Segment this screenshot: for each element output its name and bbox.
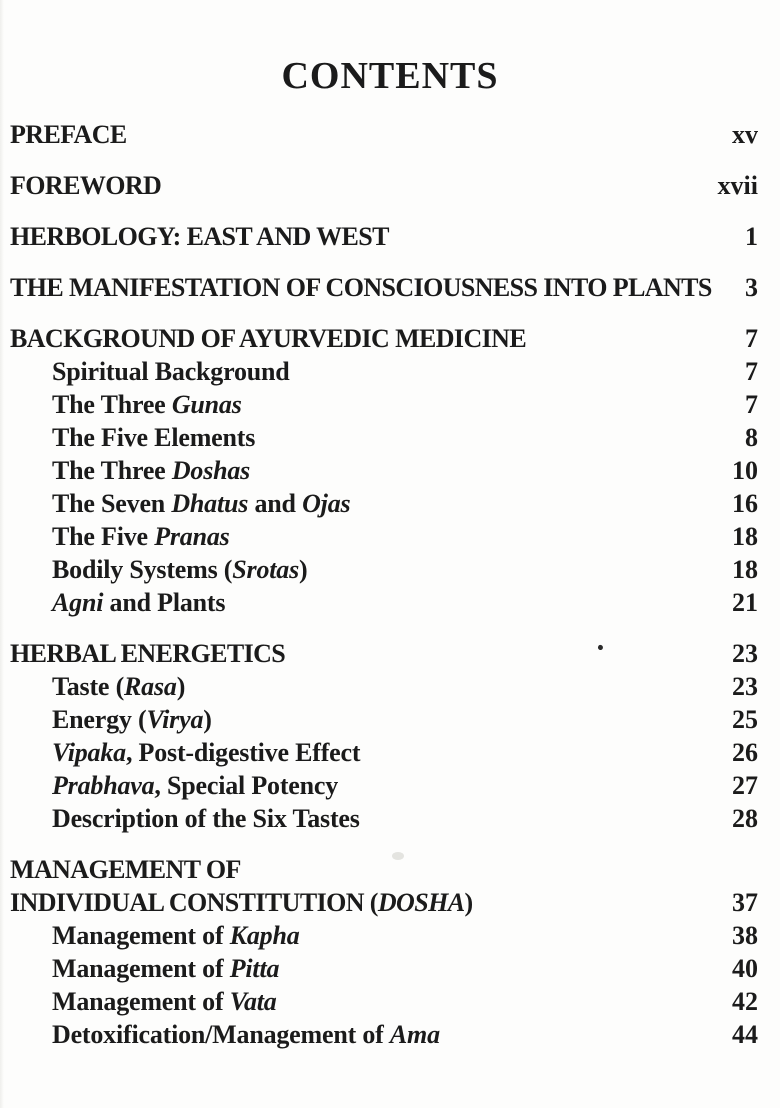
toc-label-italic-segment: Pranas <box>154 522 230 551</box>
toc-page-number: 23 <box>732 639 758 668</box>
toc-label-segment: Management of <box>52 987 230 1016</box>
toc-row <box>0 670 780 703</box>
toc-label-italic-segment: Pitta <box>229 954 280 983</box>
toc-page-number: 28 <box>732 804 758 833</box>
toc-label-italic-segment: Vipaka <box>52 738 126 767</box>
toc-label-segment: FOREWORD <box>10 171 162 200</box>
toc-label-segment: The Three <box>52 390 172 419</box>
toc-label-italic-segment: Dhatus <box>171 489 249 518</box>
toc-entry-label <box>52 355 290 388</box>
toc-page-number: 18 <box>732 555 758 584</box>
toc-label-segment: The Five Elements <box>52 423 256 452</box>
toc-entry-label <box>52 421 255 454</box>
toc-row <box>0 553 780 586</box>
toc-row <box>0 886 780 919</box>
toc-label-italic-segment: Gunas <box>171 390 242 419</box>
toc-page-number: 27 <box>732 771 758 800</box>
toc-row <box>0 421 780 454</box>
toc-entry-label <box>52 1018 440 1051</box>
toc-label-segment: HERBOLOGY: EAST AND WEST <box>10 222 389 251</box>
toc-page-number: 1 <box>745 222 758 251</box>
toc-row <box>0 769 780 802</box>
toc-page-number: 25 <box>732 705 758 734</box>
toc-label-segment: , Post-digestive Effect <box>125 738 361 767</box>
toc-label-segment: The Five <box>52 522 155 551</box>
toc-label-segment: Energy ( <box>52 705 147 734</box>
toc-list <box>0 98 780 1051</box>
toc-label-italic-segment: DOSHA <box>377 888 465 917</box>
toc-entry-label <box>52 919 300 952</box>
toc-label-segment: BACKGROUND OF AYURVEDIC MEDICINE <box>10 324 527 353</box>
toc-row <box>0 169 780 202</box>
toc-page-number: 42 <box>732 987 758 1016</box>
toc-entry-label <box>52 703 212 736</box>
toc-entry-label <box>52 802 360 835</box>
toc-page-number: 10 <box>732 456 758 485</box>
toc-entry-label <box>52 553 307 586</box>
toc-label-segment: MANAGEMENT OF <box>10 855 241 884</box>
toc-label-segment: and <box>248 489 303 518</box>
toc-label-segment: Taste ( <box>52 672 125 701</box>
toc-label-segment: Spiritual Background <box>52 357 290 386</box>
toc-entry-label <box>52 769 338 802</box>
toc-row <box>0 586 780 619</box>
toc-label-italic-segment: Prabhava <box>52 771 155 800</box>
toc-label-segment: Management of <box>52 954 230 983</box>
toc-row <box>0 322 780 355</box>
toc-row <box>0 802 780 835</box>
toc-label-segment: Description of the Six Tastes <box>52 804 360 833</box>
toc-row <box>0 985 780 1018</box>
toc-label-italic-segment: Rasa <box>124 672 177 701</box>
toc-page-number: 40 <box>732 954 758 983</box>
toc-label-segment: THE MANIFESTATION OF CONSCIOUSNESS INTO PLANTS <box>10 273 712 302</box>
toc-label-segment: ) <box>176 672 186 701</box>
toc-row <box>0 454 780 487</box>
scan-smudge <box>392 852 404 860</box>
toc-label-segment: HERBAL ENERGETICS <box>10 639 286 668</box>
toc-page-number: xvii <box>717 171 758 200</box>
toc-page-number: xv <box>732 120 758 149</box>
toc-label-segment: Detoxification/Management of <box>52 1020 390 1049</box>
toc-page-number: 16 <box>732 489 758 518</box>
toc-label-segment: ) <box>464 888 473 917</box>
toc-row <box>0 220 780 253</box>
toc-label-segment: Bodily Systems ( <box>52 555 233 584</box>
toc-label-segment: Management of <box>52 921 230 950</box>
toc-label-segment: and Plants <box>103 588 226 617</box>
toc-page-number: 7 <box>745 324 758 353</box>
toc-label-segment: PREFACE <box>10 120 127 149</box>
toc-page-number: 38 <box>732 921 758 950</box>
toc-entry-label <box>52 736 360 769</box>
toc-row <box>0 637 780 670</box>
toc-entry-label <box>52 487 350 520</box>
toc-entry-label <box>52 520 230 553</box>
toc-entry-label <box>10 220 389 253</box>
toc-row <box>0 853 780 886</box>
toc-page-number: 7 <box>745 390 758 419</box>
toc-row <box>0 118 780 151</box>
toc-row <box>0 520 780 553</box>
toc-label-italic-segment: Doshas <box>171 456 251 485</box>
toc-entry-label <box>52 586 225 619</box>
toc-label-segment: The Seven <box>52 489 172 518</box>
toc-label-segment: , Special Potency <box>154 771 339 800</box>
toc-row <box>0 919 780 952</box>
toc-entry-label <box>10 271 712 304</box>
toc-page-number: 18 <box>732 522 758 551</box>
toc-label-italic-segment: Ama <box>389 1020 440 1049</box>
page-title: CONTENTS <box>281 55 499 97</box>
toc-page-number: 37 <box>732 888 758 917</box>
toc-entry-label <box>10 118 127 151</box>
toc-page-number: 7 <box>745 357 758 386</box>
toc-label-italic-segment: Agni <box>52 588 104 617</box>
toc-page-number: 21 <box>732 588 758 617</box>
toc-page-number: 44 <box>732 1020 758 1049</box>
toc-entry-label <box>10 637 285 670</box>
toc-row <box>0 271 780 304</box>
toc-entry-label <box>10 853 241 886</box>
toc-page-number: 3 <box>745 273 758 302</box>
toc-row <box>0 703 780 736</box>
toc-page-number: 26 <box>732 738 758 767</box>
toc-row <box>0 487 780 520</box>
toc-entry-label <box>52 670 185 703</box>
toc-label-segment: The Three <box>52 456 172 485</box>
toc-entry-label <box>52 454 250 487</box>
toc-entry-label <box>52 985 277 1018</box>
toc-entry-label <box>10 169 161 202</box>
toc-label-segment: INDIVIDUAL CONSTITUTION ( <box>10 888 378 917</box>
toc-entry-label <box>10 886 473 919</box>
toc-label-segment: ) <box>299 555 308 584</box>
toc-row <box>0 952 780 985</box>
toc-entry-label <box>52 388 242 421</box>
toc-entry-label <box>52 952 279 985</box>
toc-row <box>0 736 780 769</box>
toc-page-number: 8 <box>745 423 758 452</box>
toc-label-italic-segment: Vata <box>229 987 277 1016</box>
toc-entry-label <box>10 322 526 355</box>
toc-page-number: 23 <box>732 672 758 701</box>
toc-label-italic-segment: Srotas <box>232 555 299 584</box>
toc-label-italic-segment: Ojas <box>302 489 351 518</box>
toc-row <box>0 388 780 421</box>
toc-row <box>0 1018 780 1051</box>
toc-label-segment: ) <box>203 705 212 734</box>
toc-label-italic-segment: Virya <box>146 705 204 734</box>
toc-row <box>0 355 780 388</box>
toc-label-italic-segment: Kapha <box>229 921 300 950</box>
